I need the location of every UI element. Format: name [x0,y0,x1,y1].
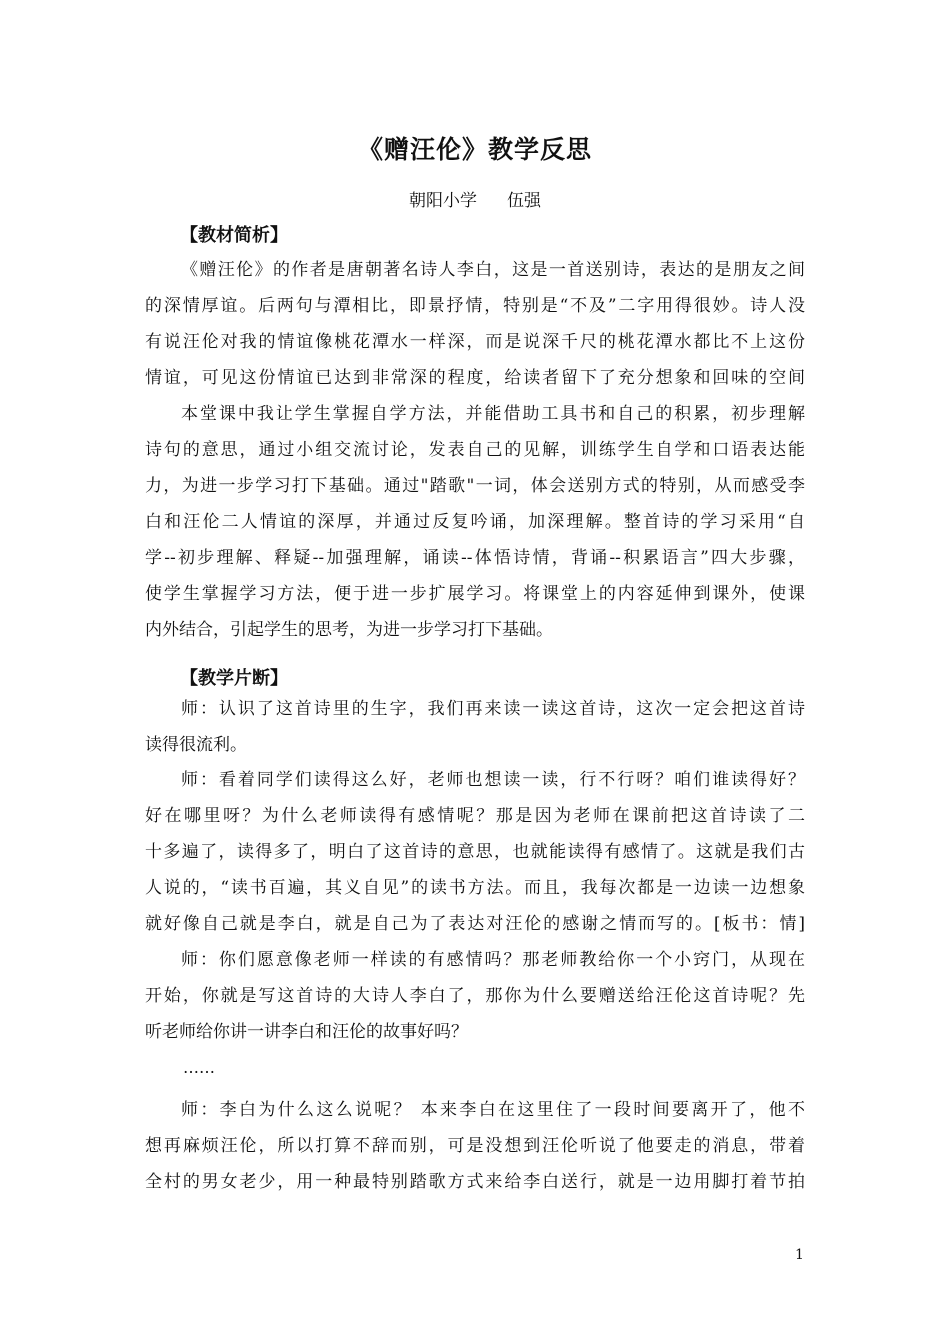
ellipsis: …… [183,1058,215,1077]
text-line: 情谊，可见这份情谊已达到非常深的程度，给读者留下了充分想象和回味的空间 [145,368,805,388]
text-line: 好在哪里呀？为什么老师读得有感情呢？那是因为老师在课前把这首诗读了二 [145,806,805,826]
text-line: 的深情厚谊。后两句与潭相比，即景抒情，特别是“不及”二字用得很妙。诗人没 [145,296,805,316]
text-line: 十多遍了，读得多了，明白了这首诗的意思，也就能读得有感情了。这就是我们古 [145,842,805,862]
text-line: 学--初步理解、释疑--加强理解，诵读--体悟诗情，背诵--积累语言”四大步骤， [145,548,805,568]
text-line: 师：看着同学们读得这么好，老师也想读一读，行不行呀？咱们谁读得好？ [181,770,805,790]
paragraph-teacher-1 [145,691,805,763]
author-name: 伍强 [507,191,541,211]
text-line: 人说的，“读书百遍，其义自见”的读书方法。而且，我每次都是一边读一边想象 [145,878,805,898]
text-line: 读得很流利。 [145,735,247,755]
paragraph-lesson-design [145,396,805,648]
text-line: 诗句的意思，通过小组交流讨论，发表自己的见解，训练学生自学和口语表达能 [145,440,805,460]
section-heading-material: 【教材简析】 [180,225,288,246]
document-title: 《赠汪伦》教学反思 [357,135,592,164]
text-line: 有说汪伦对我的情谊像桃花潭水一样深，而是说深千尺的桃花潭水都比不上这份 [145,332,805,352]
text-line: 开始，你就是写这首诗的大诗人李白了，那你为什么要赠送给汪伦这首诗呢？先 [145,986,805,1006]
text-line: 师：你们愿意像老师一样读的有感情吗？那老师教给你一个小窍门，从现在 [181,950,805,970]
text-line: 听老师给你讲一讲李白和汪伦的故事好吗？ [145,1022,468,1042]
text-line: 本堂课中我让学生掌握自学方法，并能借助工具书和自己的积累，初步理解 [181,404,805,424]
author-school: 朝阳小学 [409,191,477,211]
text-line: 白和汪伦二人情谊的深厚，并通过反复吟诵，加深理解。整首诗的学习采用“自 [145,512,805,532]
text-line: 全村的男女老少，用一种最特别踏歌方式来给李白送行，就是一边用脚打着节拍 [145,1172,805,1192]
author-line [0,186,950,211]
paragraph-teacher-3 [145,942,805,1050]
text-line: 想再麻烦汪伦，所以打算不辞而别，可是没想到汪伦听说了他要走的消息，带着 [145,1136,805,1156]
text-line: 就好像自己就是李白，就是自己为了表达对汪伦的感谢之情而写的。[板书：情] [145,914,805,934]
text-line: 师：认识了这首诗里的生字，我们再来读一读这首诗，这次一定会把这首诗 [181,699,805,719]
paragraph-teacher-4 [145,1092,805,1200]
paragraph-teacher-2 [145,762,805,942]
paragraph-material-analysis [145,252,805,396]
page-number: 1 [795,1247,804,1263]
text-line: 内外结合，引起学生的思考，为进一步学习打下基础。 [145,620,553,640]
text-line: 力，为进一步学习打下基础。通过"踏歌"一词，体会送别方式的特别，从而感受李 [145,476,805,496]
section-heading-teaching: 【教学片断】 [180,668,288,689]
text-line: 《赠汪伦》的作者是唐朝著名诗人李白，这是一首送别诗，表达的是朋友之间 [181,260,805,280]
text-line: 使学生掌握学习方法，便于进一步扩展学习。将课堂上的内容延伸到课外，使课 [145,584,805,604]
text-line: 师：李白为什么这么说呢？ 本来李白在这里住了一段时间要离开了，他不 [181,1100,805,1120]
